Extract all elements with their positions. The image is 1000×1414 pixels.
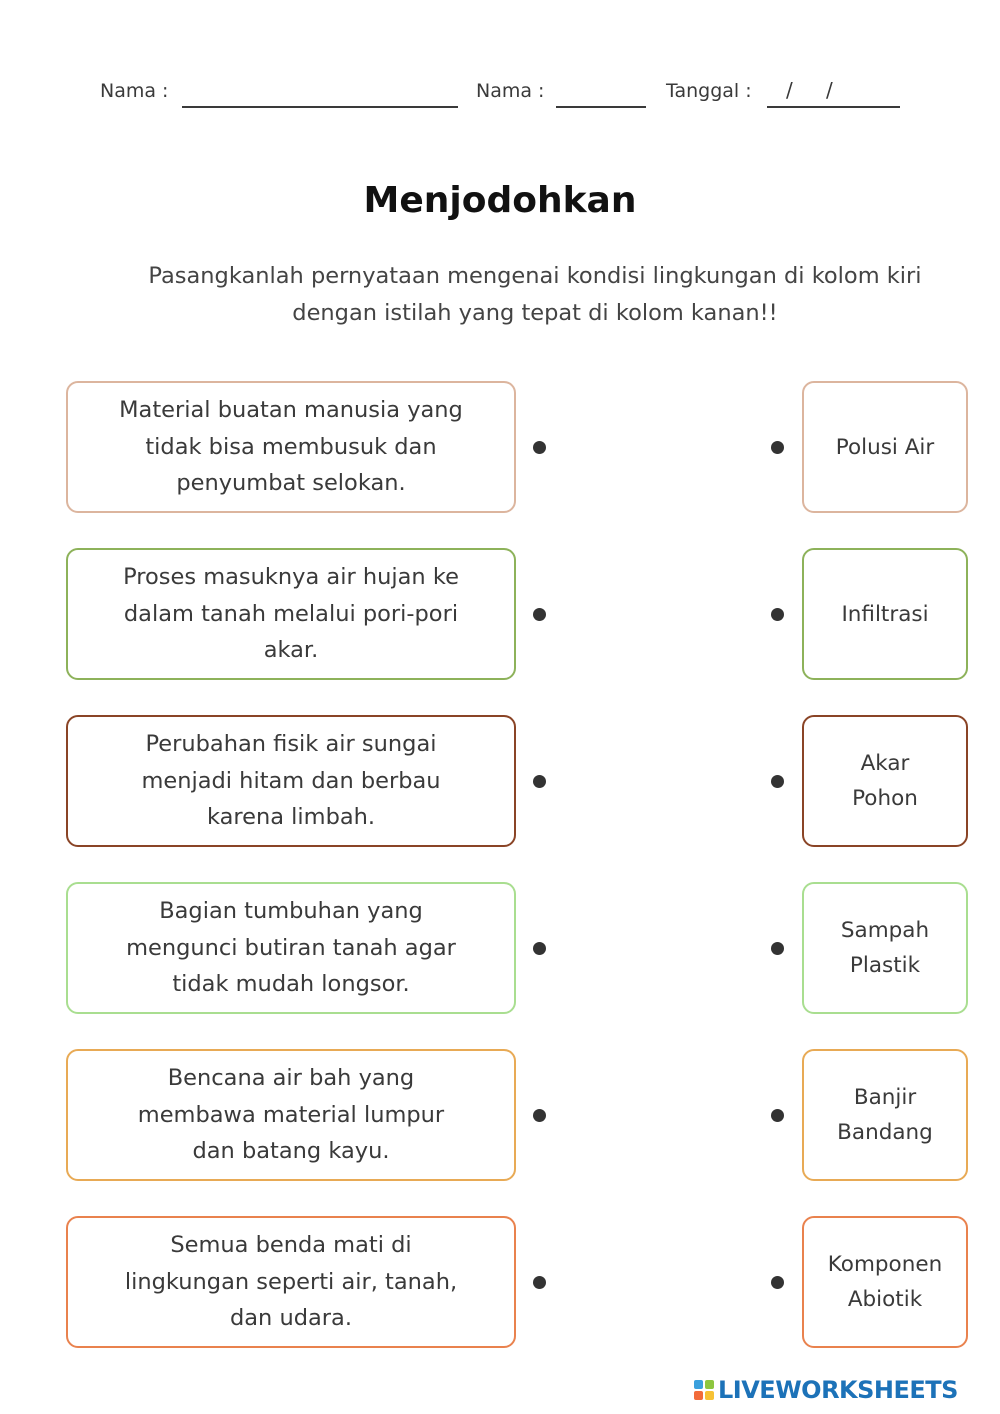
date-separator-2: / — [826, 78, 833, 102]
statement-line: dalam tanah melalui pori-pori — [123, 600, 459, 627]
term-line: Pohon — [852, 786, 918, 811]
statement-line: akar. — [263, 637, 319, 664]
date-label: Tanggal : — [666, 80, 752, 102]
term-connector-dot[interactable] — [771, 775, 784, 788]
term-line: Infiltrasi — [841, 601, 929, 627]
statement-line: menjadi hitam dan berbau — [141, 767, 441, 794]
statement-line: karena limbah. — [206, 804, 376, 831]
statement-line: tidak bisa membusuk dan — [145, 433, 437, 460]
statement-line: dan batang kayu. — [192, 1138, 390, 1165]
statement-text — [119, 392, 463, 502]
logo-square — [694, 1391, 703, 1400]
statement-line: mengunci butiran tanah agar — [126, 934, 456, 961]
term-line: Polusi Air — [835, 434, 935, 460]
term-connector-dot[interactable] — [771, 608, 784, 621]
statement-line: Perubahan fisik air sungai — [145, 731, 437, 758]
term-line: Bandang — [837, 1120, 933, 1145]
statement-connector-dot[interactable] — [533, 942, 546, 955]
term-connector-dot[interactable] — [771, 942, 784, 955]
term-line: Sampah — [840, 918, 930, 943]
statement-line: penyumbat selokan. — [176, 470, 406, 497]
term-text — [841, 597, 928, 632]
term-text — [837, 1080, 933, 1150]
statement-connector-dot[interactable] — [533, 1109, 546, 1122]
statement-line: Proses masuknya air hujan ke — [123, 564, 459, 591]
term-connector-dot[interactable] — [771, 1109, 784, 1122]
term-box — [802, 381, 968, 513]
statement-line: membawa material lumpur — [137, 1101, 445, 1128]
liveworksheets-logo — [694, 1374, 994, 1406]
statement-line: Material buatan manusia yang — [119, 397, 463, 424]
term-text — [836, 430, 934, 465]
statement-text — [138, 1060, 444, 1170]
name-field-line[interactable] — [182, 106, 458, 108]
statement-text — [123, 559, 459, 669]
second-name-field-line[interactable] — [556, 106, 646, 108]
term-connector-dot[interactable] — [771, 1276, 784, 1289]
term-connector-dot[interactable] — [771, 441, 784, 454]
logo-square — [694, 1380, 703, 1389]
statement-box — [66, 548, 516, 680]
statement-line: Bagian tumbuhan yang — [159, 898, 423, 925]
liveworksheets-logo-text: LIVEWORKSHEETS — [718, 1376, 958, 1404]
statement-line: Semua benda mati di — [170, 1232, 412, 1259]
statement-box — [66, 381, 516, 513]
second-name-label: Nama : — [476, 80, 545, 102]
statement-line: dan udara. — [229, 1305, 352, 1332]
term-box — [802, 548, 968, 680]
page-title: Menjodohkan — [363, 180, 637, 221]
term-line: Banjir — [853, 1085, 917, 1110]
date-separator-1: / — [786, 78, 793, 102]
term-box — [802, 715, 968, 847]
liveworksheets-logo-mark-icon — [694, 1380, 714, 1400]
name-label: Nama : — [100, 80, 169, 102]
logo-square — [705, 1391, 714, 1400]
statement-connector-dot[interactable] — [533, 775, 546, 788]
statement-connector-dot[interactable] — [533, 441, 546, 454]
term-line: Akar — [860, 751, 910, 776]
date-field-line[interactable] — [767, 106, 900, 108]
header-row — [0, 78, 1000, 112]
statement-text — [126, 893, 456, 1003]
statement-text — [125, 1227, 457, 1337]
instruction-line-1: Pasangkanlah pernyataan mengenai kondisi lingkungan di kolom kiri — [148, 263, 922, 289]
term-text — [841, 913, 929, 983]
term-line: Komponen — [827, 1252, 943, 1277]
statement-box — [66, 1049, 516, 1181]
term-box — [802, 1216, 968, 1348]
statement-box — [66, 1216, 516, 1348]
term-line: Abiotik — [847, 1287, 923, 1312]
statement-text — [141, 726, 440, 836]
term-box — [802, 882, 968, 1014]
statement-connector-dot[interactable] — [533, 608, 546, 621]
term-text — [852, 746, 918, 816]
term-line: Plastik — [849, 953, 921, 978]
statement-line: lingkungan seperti air, tanah, — [124, 1268, 458, 1295]
term-box — [802, 1049, 968, 1181]
statement-box — [66, 715, 516, 847]
statement-line: Bencana air bah yang — [167, 1065, 415, 1092]
logo-square — [705, 1380, 714, 1389]
statement-line: tidak mudah longsor. — [172, 971, 410, 998]
instructions — [90, 258, 980, 332]
statement-connector-dot[interactable] — [533, 1276, 546, 1289]
instruction-line-2: dengan istilah yang tepat di kolom kanan!! — [292, 300, 778, 326]
statement-box — [66, 882, 516, 1014]
term-text — [828, 1247, 942, 1317]
